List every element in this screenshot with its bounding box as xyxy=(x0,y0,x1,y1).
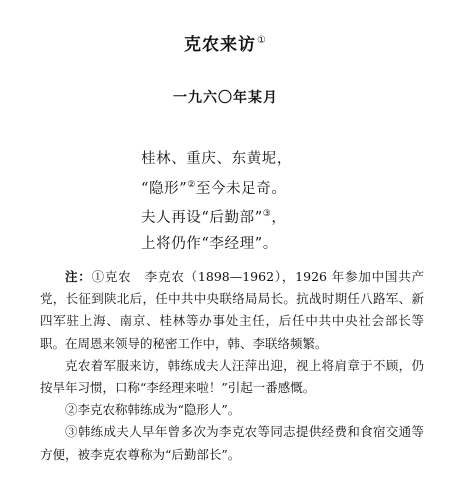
poem-line-2-part-a: “隐形” xyxy=(141,180,188,197)
poem-line-3 xyxy=(141,202,292,232)
title-footnote-mark: ① xyxy=(257,35,267,46)
note-1-text: ①克农 李克农（1898—1962），1926 年参加中国共产党，长征到陕北后，任中共中央联络局局长。抗战时期任八路军、新四军驻上海、南京、桂林等办事处主任，后任中共中央社会部长等职。在周恩来领导的秘密工作中，韩、李联络频繁。 xyxy=(40,269,424,351)
poem-date: 一九六〇年某月 xyxy=(173,90,278,106)
poem-line-2-part-b: 至今未足奇。 xyxy=(195,180,287,197)
poem-title xyxy=(0,30,451,55)
poem-footnote-mark-3: ③ xyxy=(262,209,272,219)
notes-section xyxy=(40,266,424,466)
poem-body xyxy=(141,147,292,257)
note-2: ②李克农称韩练成为“隐形人”。 xyxy=(65,402,241,418)
poem-line-1: 桂林、重庆、东黄坭， xyxy=(141,151,292,167)
poem-line-3-part-b: ， xyxy=(271,210,287,226)
title-text: 克农来访 xyxy=(184,35,257,55)
note-3: ③韩练成夫人早年曾多次为李克农等同志提供经费和食宿交通等方便，被李克农尊称为“后勤部长”。 xyxy=(40,424,424,462)
poem-line-3-part-a: 夫人再设“后勤部” xyxy=(141,210,263,226)
poem-line-4: 上将仍作“李经理”。 xyxy=(141,235,278,252)
poem-footnote-mark-2: ② xyxy=(187,179,196,190)
notes-label: 注： xyxy=(65,269,92,284)
note-1 xyxy=(40,266,424,355)
note-paragraph-2: 克农着军服来访，韩练成夫人汪萍出迎，视上将肩章于不顾，仍按旱年习惯，口称“李经理来啦！”引起一番感慨。 xyxy=(40,357,424,396)
poem-line-2 xyxy=(141,173,292,203)
